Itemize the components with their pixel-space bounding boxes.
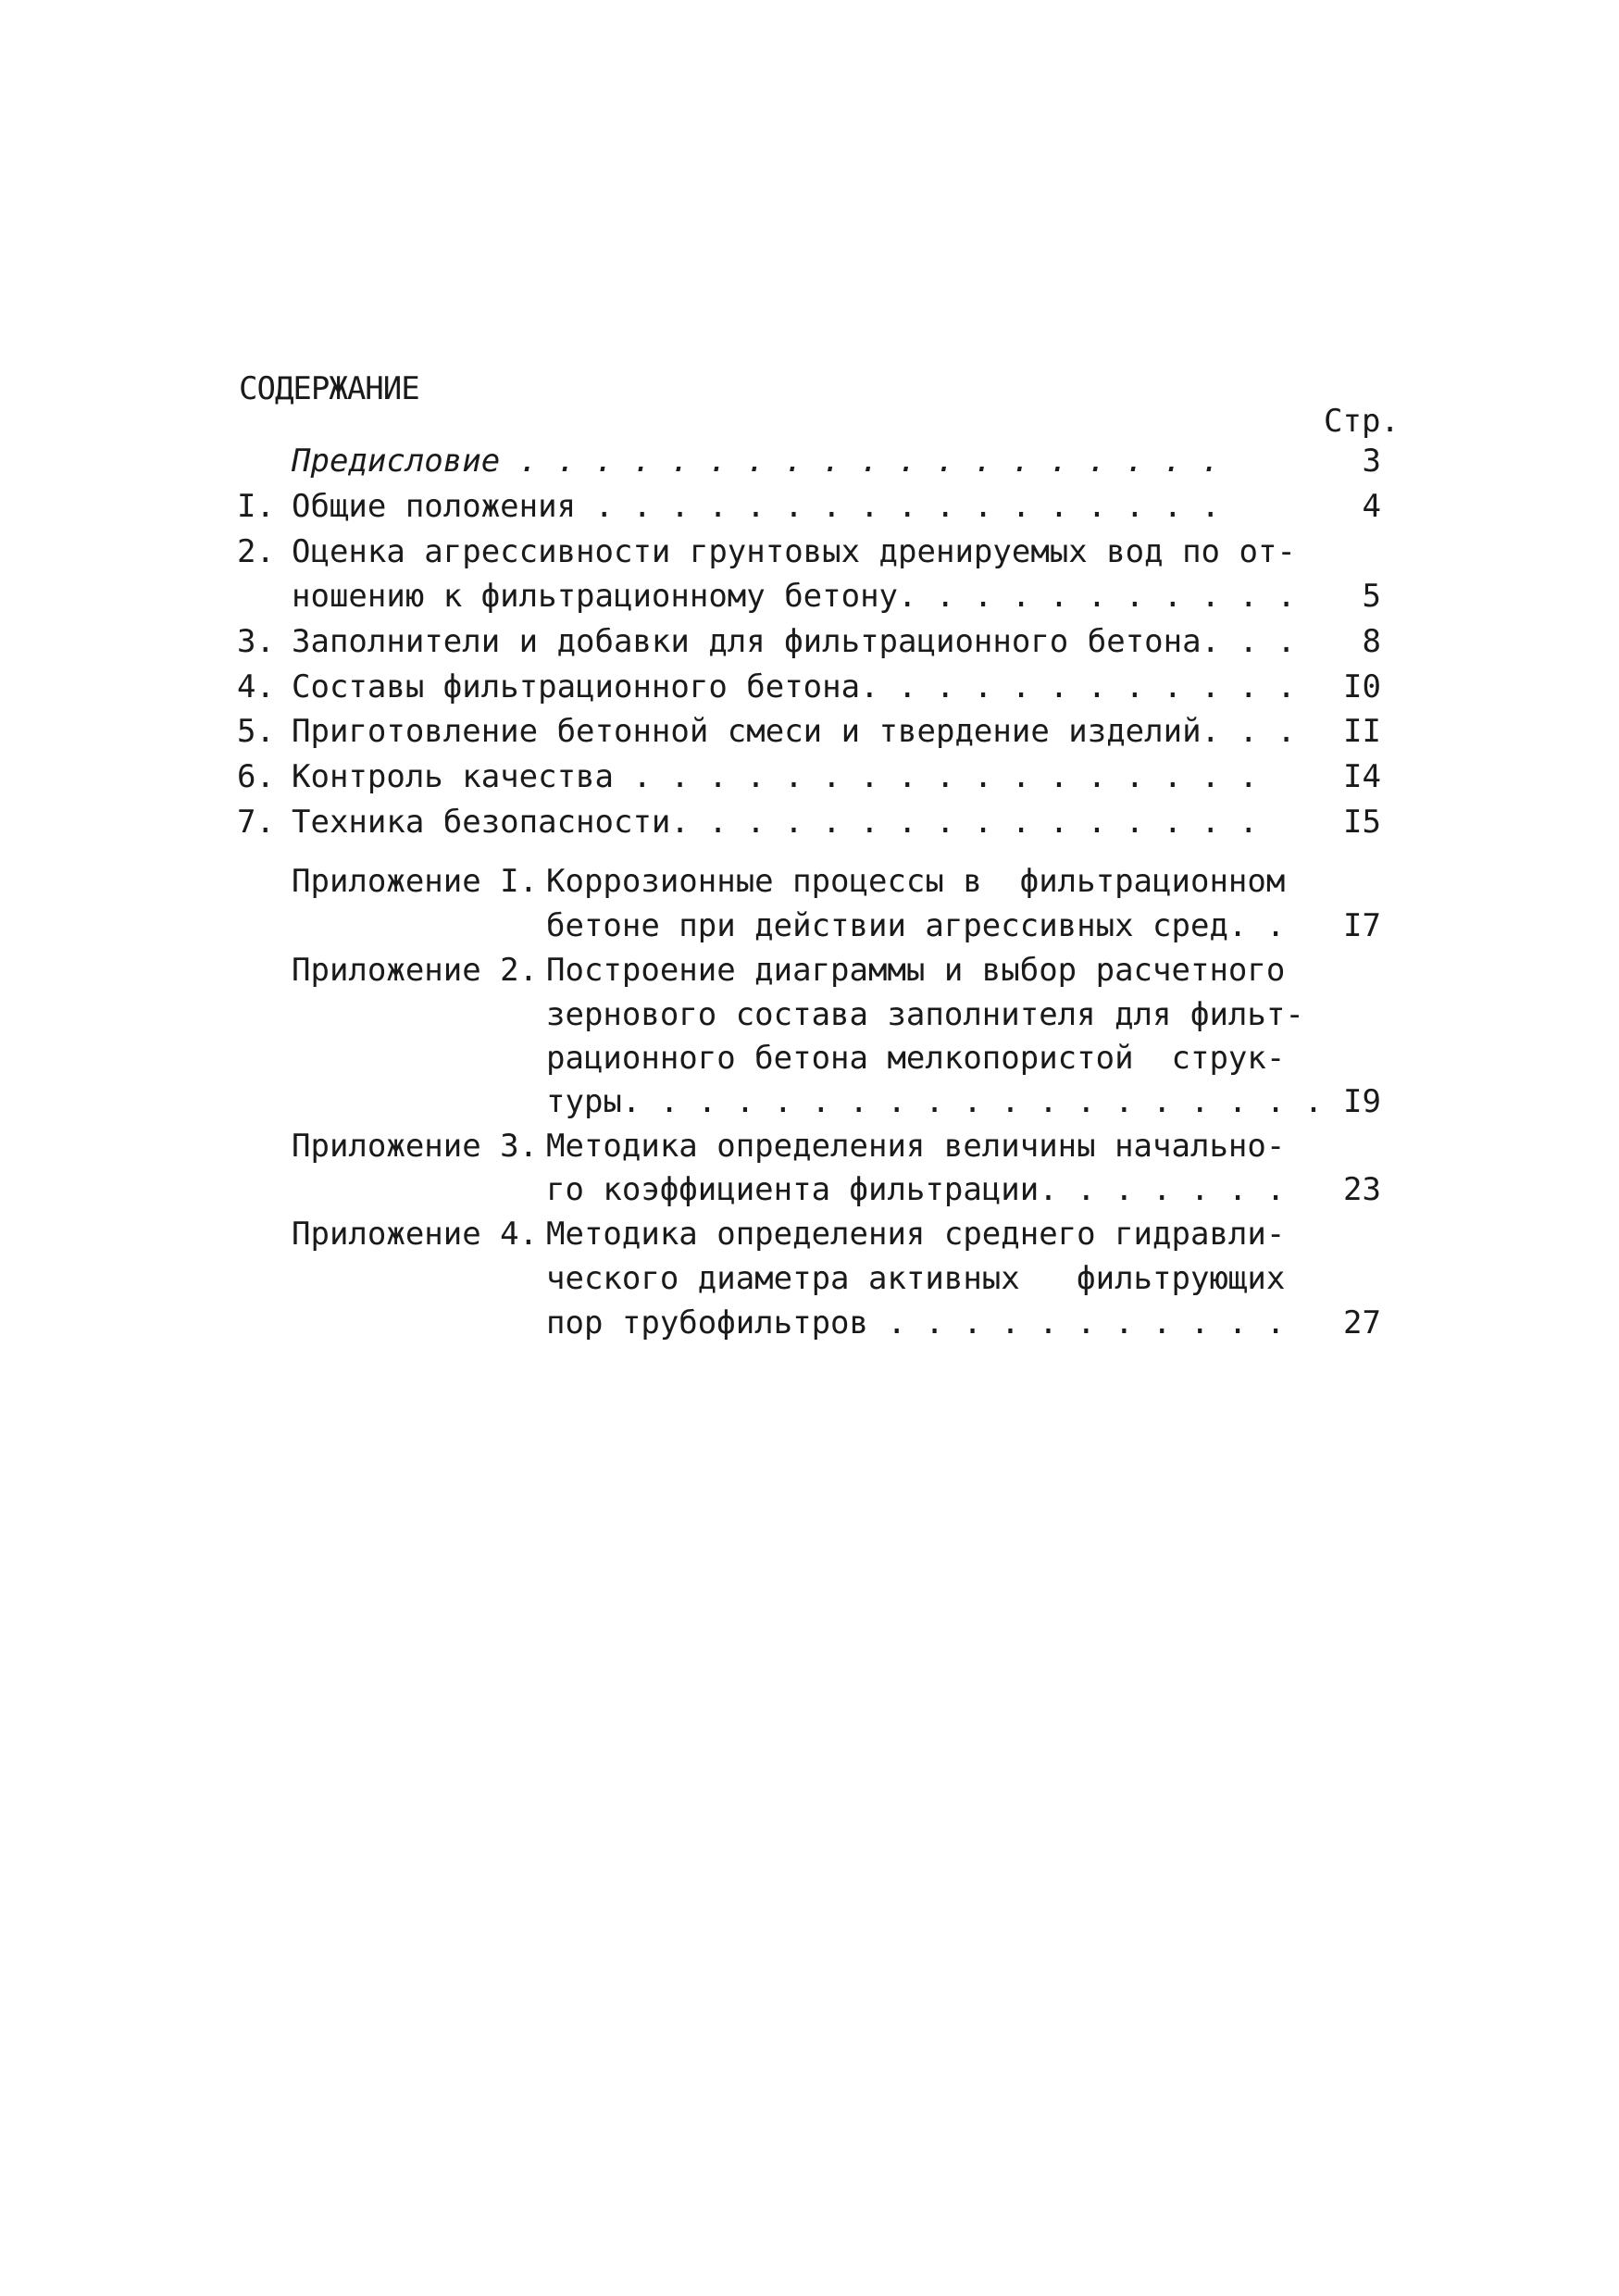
entry-text: Контроль качества . . . . . . . . . . . . . . . . . (292, 758, 1258, 795)
appendix-label: Приложение I. (292, 863, 539, 900)
entry-number: 6. (237, 758, 275, 795)
entry-text: Техника безопасности. . . . . . . . . . . . . . . . (292, 804, 1258, 841)
appendix-text: Методика определения величины начально- (546, 1128, 1286, 1165)
appendix-text: Коррозионные процессы в фильтрационном (546, 863, 1286, 900)
entry-text: Приготовление бетонной смеси и твердение изделий. . . (292, 713, 1296, 750)
entry-number: I. (237, 488, 275, 525)
page-column-header: Стр. (1324, 403, 1400, 440)
appendix-text: Методика определения среднего гидравли- (546, 1216, 1286, 1253)
entry-page-number: II (1343, 713, 1381, 750)
entry-page-number: I5 (1343, 804, 1381, 841)
appendix-page-number: I7 (1343, 907, 1381, 944)
entry-text: Оценка агрессивности грунтовых дренируемых вод по от- (292, 533, 1296, 570)
entry-text: Составы фильтрационного бетона. . . . . . . . . . . . (292, 668, 1296, 705)
entry-number: 4. (237, 668, 275, 705)
appendix-page-number: 23 (1343, 1171, 1381, 1208)
entry-number: 5. (237, 713, 275, 750)
appendix-label: Приложение 2. (292, 952, 539, 989)
appendix-label: Приложение 4. (292, 1216, 539, 1253)
appendix-text: го коэффициента фильтрации. . . . . . . (546, 1171, 1286, 1208)
appendix-text: пор трубофильтров . . . . . . . . . . . (546, 1304, 1286, 1341)
entry-text: Заполнители и добавки для фильтрационного бетона. . . (292, 623, 1296, 660)
entry-text: Общие положения . . . . . . . . . . . . . . . . . (292, 488, 1221, 525)
appendix-page-number: I9 (1343, 1083, 1381, 1120)
appendix-text: зернового состава заполнителя для фильт- (546, 996, 1304, 1033)
entry-text: Предисловие . . . . . . . . . . . . . . . . . . . (292, 443, 1221, 480)
entry-page-number: 5 (1362, 578, 1381, 615)
appendix-text: ческого диаметра активных фильтрующих (546, 1260, 1286, 1297)
appendix-label: Приложение 3. (292, 1128, 539, 1165)
entry-text: ношению к фильтрационному бетону. . . . . . . . . . . (292, 578, 1296, 615)
appendix-text: рационного бетона мелкопористой струк- (546, 1040, 1286, 1077)
appendix-text: туры. . . . . . . . . . . . . . . . . . . (546, 1083, 1324, 1120)
entry-number: 7. (237, 804, 275, 841)
appendix-page-number: 27 (1343, 1304, 1381, 1341)
entry-page-number: 3 (1362, 443, 1381, 480)
appendix-text: Построение диаграммы и выбор расчетного (546, 952, 1286, 989)
appendix-text: бетоне при действии агрессивных сред. . (546, 907, 1286, 944)
entry-number: 2. (237, 533, 275, 570)
entry-page-number: 8 (1362, 623, 1381, 660)
entry-page-number: I4 (1343, 758, 1381, 795)
entry-page-number: 4 (1362, 488, 1381, 525)
toc-title: СОДЕРЖАНИЕ (239, 370, 419, 407)
entry-number: 3. (237, 623, 275, 660)
entry-page-number: I0 (1343, 668, 1381, 705)
